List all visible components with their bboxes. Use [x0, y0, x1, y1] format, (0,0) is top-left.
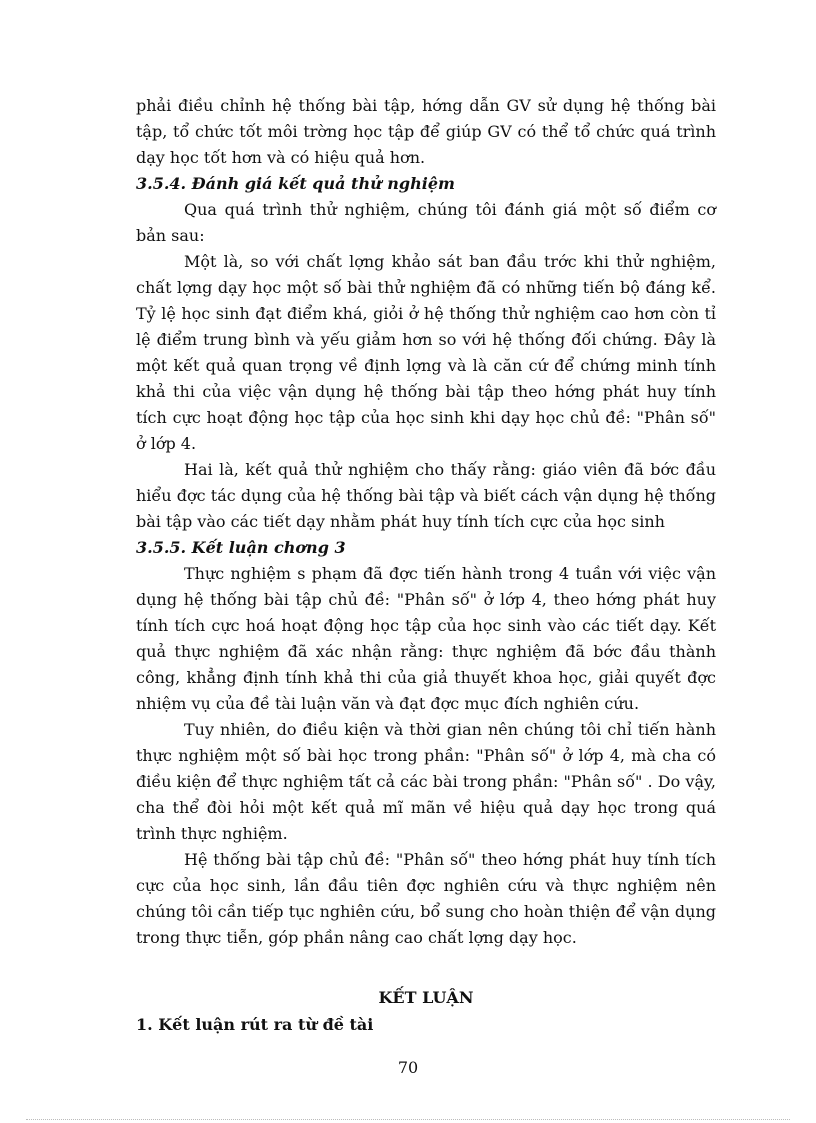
- conclusion-paragraph-1: Thực nghiệm s phạm đã đợc tiến hành trong 4 tuần với việc vận dụng hệ thống bài tập chủ đề: "Phân số" ở lớp 4, theo hớng phát huy tính tích cực hoá hoạt động học tập của học sinh vào các tiết dạy. Kết quả thực nghiệm đã xác nhận rằng: thực nghiệm đã bớc đầu thành công, khẳng định tính khả thi của giả thuyết khoa học, giải quyết đợc nhiệm vụ của đề tài luận văn và đạt đợc mục đích nghiên cứu.: [136, 564, 716, 713]
- intro-paragraph: phải điều chỉnh hệ thống bài tập, hớng dẫn GV sử dụng hệ thống bài tập, tổ chức tốt môi trờng học tập để giúp GV có thể tổ chức quá trình dạy học tốt hơn và có hiệu quả hơn.: [136, 96, 716, 167]
- conclusion-paragraph-3: Hệ thống bài tập chủ đề: "Phân số" theo hớng phát huy tính tích cực của học sinh, lần đầu tiên đợc nghiên cứu và thực nghiệm nên chúng tôi cần tiếp tục nghiên cứu, bổ sung cho hoàn thiện để vận dụng trong thực tiễn, góp phần nâng cao chất lợng dạy học.: [136, 850, 716, 947]
- chapter-subtitle: 1. Kết luận rút ra từ đề tài: [136, 1015, 374, 1034]
- chapter-title: KẾT LUẬN: [378, 988, 474, 1007]
- page-bottom-border: [26, 1119, 790, 1120]
- evaluation-point-2-paragraph: Hai là, kết quả thử nghiệm cho thấy rằng: giáo viên đã bớc đầu hiểu đợc tác dụng của hệ thống bài tập và biết cách vận dụng hệ thống bài tập vào các tiết dạy nhằm phát huy tính tích cực của học sinh: [136, 460, 716, 531]
- section-heading-3-5-4: 3.5.4. Đánh giá kết quả thử nghiệm: [136, 174, 455, 193]
- body-text: [136, 93, 716, 951]
- evaluation-point-1-paragraph: Một là, so với chất lợng khảo sát ban đầu trớc khi thử nghiệm, chất lợng dạy học một số bài thử nghiệm đã có những tiến bộ đáng kể. Tỷ lệ học sinh đạt điểm khá, giỏi ở hệ thống thử nghiệm cao hơn còn tỉ lệ điểm trung bình và yếu giảm hơn so với hệ thống đối chứng. Đây là một kết quả quan trọng về định lợng và là căn cứ để chứng minh tính khả thi của việc vận dụng hệ thống bài tập theo hớng phát huy tính tích cực hoạt động học tập của học sinh khi dạy học chủ đề: "Phân số" ở lớp 4.: [136, 252, 716, 453]
- page-number: 70: [397, 1058, 419, 1077]
- section-heading-3-5-5: 3.5.5. Kết luận chơng 3: [136, 538, 346, 557]
- evaluation-intro-paragraph: Qua quá trình thử nghiệm, chúng tôi đánh giá một số điểm cơ bản sau:: [136, 200, 716, 245]
- conclusion-paragraph-2: Tuy nhiên, do điều kiện và thời gian nên chúng tôi chỉ tiến hành thực nghiệm một số bài học trong phần: "Phân số" ở lớp 4, mà cha có điều kiện để thực nghiệm tất cả các bài trong phần: "Phân số" . Do vậy, cha thể đòi hỏi một kết quả mĩ mãn về hiệu quả dạy học trong quá trình thực nghiệm.: [136, 720, 716, 843]
